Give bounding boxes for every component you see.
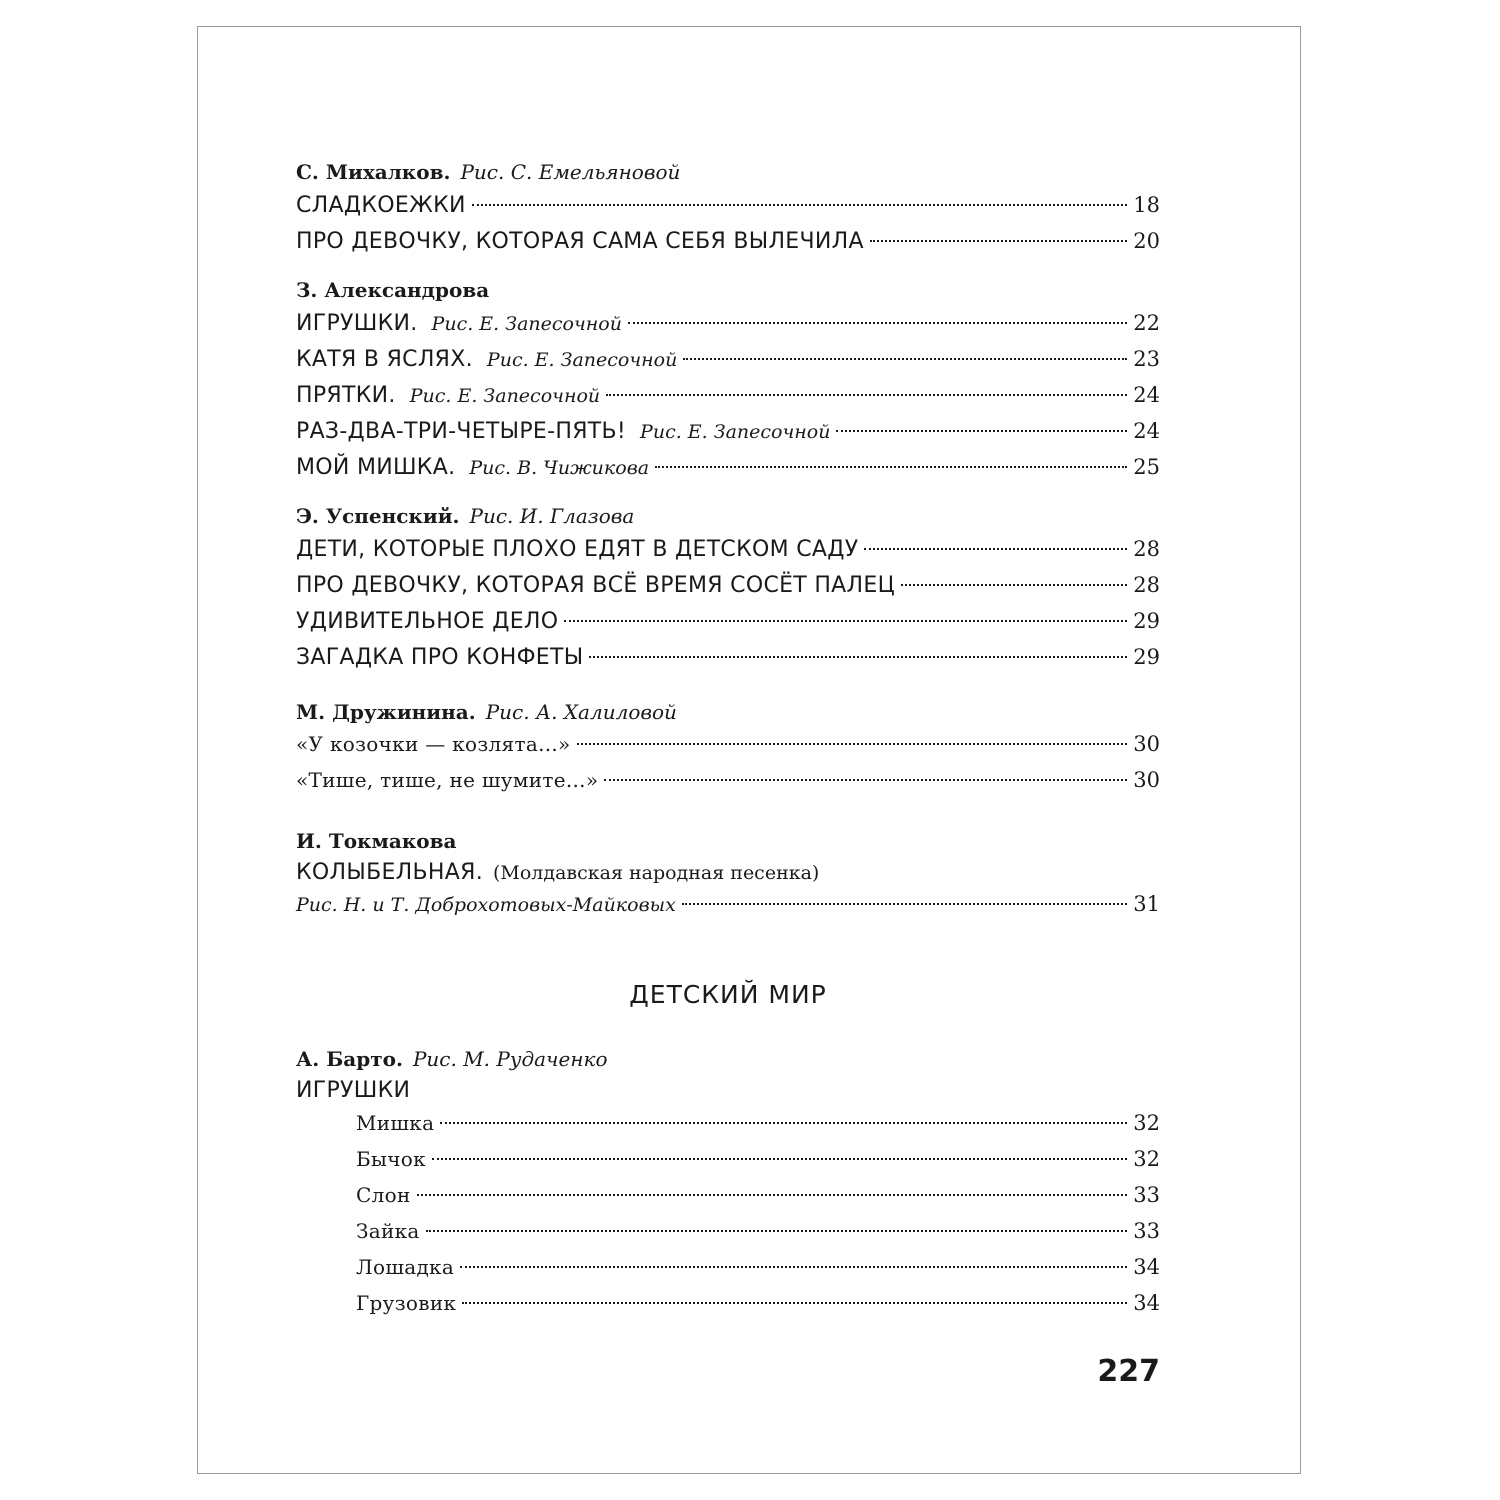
entry-illustrator: Рис. В. Чижикова bbox=[469, 457, 650, 479]
entry-page: 24 bbox=[1133, 383, 1160, 407]
entry-illustrator: Рис. Е. Запесочной bbox=[486, 349, 678, 371]
author-heading bbox=[296, 501, 634, 531]
toc-entry[interactable] bbox=[296, 856, 1160, 890]
dot-leader bbox=[417, 1194, 1128, 1196]
entry-illustrator: Рис. Н. и Т. Доброхотовых-Майковых bbox=[296, 894, 676, 916]
dot-leader bbox=[472, 204, 1128, 206]
entry-illustrator: Рис. Е. Запесочной bbox=[640, 421, 831, 443]
toc-entry[interactable] bbox=[356, 1286, 1160, 1320]
dot-leader bbox=[604, 779, 1127, 781]
entry-page: 25 bbox=[1133, 455, 1160, 479]
entry-title: ИГРУШКИ. bbox=[296, 311, 418, 336]
author-name: С. Михалков. bbox=[296, 160, 451, 184]
illustrator-credit: Рис. М. Рудаченко bbox=[412, 1047, 608, 1071]
entry-title: МОЙ МИШКА. bbox=[296, 455, 456, 480]
dot-leader bbox=[870, 240, 1127, 242]
cycle-title bbox=[296, 1074, 1160, 1108]
toc-entry[interactable] bbox=[296, 532, 1160, 566]
entry-title: Слон bbox=[356, 1183, 411, 1207]
entry-title: ПРО ДЕВОЧКУ, КОТОРАЯ ВСЁ ВРЕМЯ СОСЁТ ПАЛЕЦ bbox=[296, 573, 895, 598]
toc-entry[interactable] bbox=[356, 1106, 1160, 1140]
entry-title: Мишка bbox=[356, 1111, 435, 1135]
entry-note: (Молдавская народная песенка) bbox=[493, 862, 820, 884]
entry-title: Зайка bbox=[356, 1219, 420, 1243]
dot-leader bbox=[460, 1266, 1127, 1268]
section-title: ДЕТСКИЙ МИР bbox=[629, 980, 827, 1009]
dot-leader bbox=[655, 466, 1127, 468]
entry-title: ИГРУШКИ bbox=[296, 1078, 411, 1103]
toc-entry[interactable] bbox=[356, 1142, 1160, 1176]
entry-page: 29 bbox=[1133, 609, 1160, 633]
page-number: 227 bbox=[1097, 1354, 1160, 1389]
entry-title: УДИВИТЕЛЬНОЕ ДЕЛО bbox=[296, 609, 559, 634]
dot-leader bbox=[864, 548, 1127, 550]
entry-title: ПРЯТКИ. bbox=[296, 383, 396, 408]
toc-entry[interactable] bbox=[296, 414, 1160, 448]
entry-title: СЛАДКОЕЖКИ bbox=[296, 193, 466, 218]
author-name: М. Дружинина. bbox=[296, 700, 476, 724]
entry-page: 23 bbox=[1133, 347, 1160, 371]
author-heading bbox=[296, 697, 677, 727]
entry-page: 28 bbox=[1133, 573, 1160, 597]
entry-title: РАЗ-ДВА-ТРИ-ЧЕТЫРЕ-ПЯТЬ! bbox=[296, 419, 627, 444]
entry-title: «У козочки — козлята...» bbox=[296, 732, 571, 756]
illustrator-credit: Рис. А. Халиловой bbox=[485, 700, 677, 724]
toc-entry[interactable] bbox=[296, 887, 1160, 921]
entry-illustrator: Рис. Е. Запесочной bbox=[409, 385, 601, 407]
entry-page: 22 bbox=[1133, 311, 1160, 335]
entry-page: 20 bbox=[1133, 229, 1160, 253]
dot-leader bbox=[836, 430, 1127, 432]
toc-entry[interactable] bbox=[296, 342, 1160, 376]
toc-entry[interactable] bbox=[356, 1214, 1160, 1248]
toc-entry[interactable] bbox=[296, 378, 1160, 412]
dot-leader bbox=[628, 322, 1127, 324]
author-name: З. Александрова bbox=[296, 278, 490, 302]
dot-leader bbox=[432, 1158, 1127, 1160]
toc-entry[interactable] bbox=[296, 727, 1160, 761]
toc-entry[interactable] bbox=[296, 224, 1160, 258]
dot-leader bbox=[462, 1302, 1127, 1304]
entry-page: 33 bbox=[1133, 1219, 1160, 1243]
entry-page: 31 bbox=[1133, 892, 1160, 916]
illustrator-credit: Рис. И. Глазова bbox=[469, 504, 635, 528]
entry-page: 29 bbox=[1133, 645, 1160, 669]
toc-entry[interactable] bbox=[296, 763, 1160, 797]
dot-leader bbox=[426, 1230, 1128, 1232]
toc-entry[interactable] bbox=[356, 1250, 1160, 1284]
entry-page: 28 bbox=[1133, 537, 1160, 561]
dot-leader bbox=[682, 903, 1127, 905]
toc-entry[interactable] bbox=[296, 450, 1160, 484]
author-heading bbox=[296, 157, 680, 187]
entry-page: 32 bbox=[1133, 1111, 1160, 1135]
dot-leader bbox=[440, 1122, 1127, 1124]
toc-entry[interactable] bbox=[356, 1178, 1160, 1212]
entry-title: КОЛЫБЕЛЬНАЯ. bbox=[296, 860, 483, 885]
author-heading bbox=[296, 275, 489, 305]
author-heading bbox=[296, 1044, 608, 1074]
entry-page: 33 bbox=[1133, 1183, 1160, 1207]
dot-leader bbox=[606, 394, 1127, 396]
entry-title: КАТЯ В ЯСЛЯХ. bbox=[296, 347, 473, 372]
illustrator-credit: Рис. С. Емельяновой bbox=[460, 160, 681, 184]
author-name: Э. Успенский. bbox=[296, 504, 460, 528]
entry-title: ДЕТИ, КОТОРЫЕ ПЛОХО ЕДЯТ В ДЕТСКОМ САДУ bbox=[296, 537, 859, 562]
dot-leader bbox=[901, 584, 1127, 586]
entry-title: ПРО ДЕВОЧКУ, КОТОРАЯ САМА СЕБЯ ВЫЛЕЧИЛА bbox=[296, 229, 864, 254]
entry-title: «Тише, тише, не шумите...» bbox=[296, 768, 599, 792]
entry-title: ЗАГАДКА ПРО КОНФЕТЫ bbox=[296, 645, 584, 670]
entry-illustrator: Рис. Е. Запесочной bbox=[431, 313, 622, 335]
author-name: И. Токмакова bbox=[296, 829, 457, 853]
entry-page: 34 bbox=[1133, 1255, 1160, 1279]
entry-title: Бычок bbox=[356, 1147, 426, 1171]
entry-page: 34 bbox=[1133, 1291, 1160, 1315]
entry-title: Грузовик bbox=[356, 1291, 457, 1315]
entry-page: 30 bbox=[1133, 732, 1160, 756]
entry-page: 24 bbox=[1133, 419, 1160, 443]
toc-entry[interactable] bbox=[296, 568, 1160, 602]
toc-entry[interactable] bbox=[296, 306, 1160, 340]
toc-entry[interactable] bbox=[296, 604, 1160, 638]
entry-page: 32 bbox=[1133, 1147, 1160, 1171]
toc-entry[interactable] bbox=[296, 640, 1160, 674]
entry-page: 18 bbox=[1133, 193, 1160, 217]
dot-leader bbox=[683, 358, 1127, 360]
author-heading bbox=[296, 826, 456, 856]
dot-leader bbox=[564, 620, 1127, 622]
entry-title: Лошадка bbox=[356, 1255, 455, 1279]
author-name: А. Барто. bbox=[296, 1047, 403, 1071]
entry-page: 30 bbox=[1133, 768, 1160, 792]
toc-entry[interactable] bbox=[296, 188, 1160, 222]
dot-leader bbox=[577, 743, 1128, 745]
dot-leader bbox=[589, 656, 1127, 658]
